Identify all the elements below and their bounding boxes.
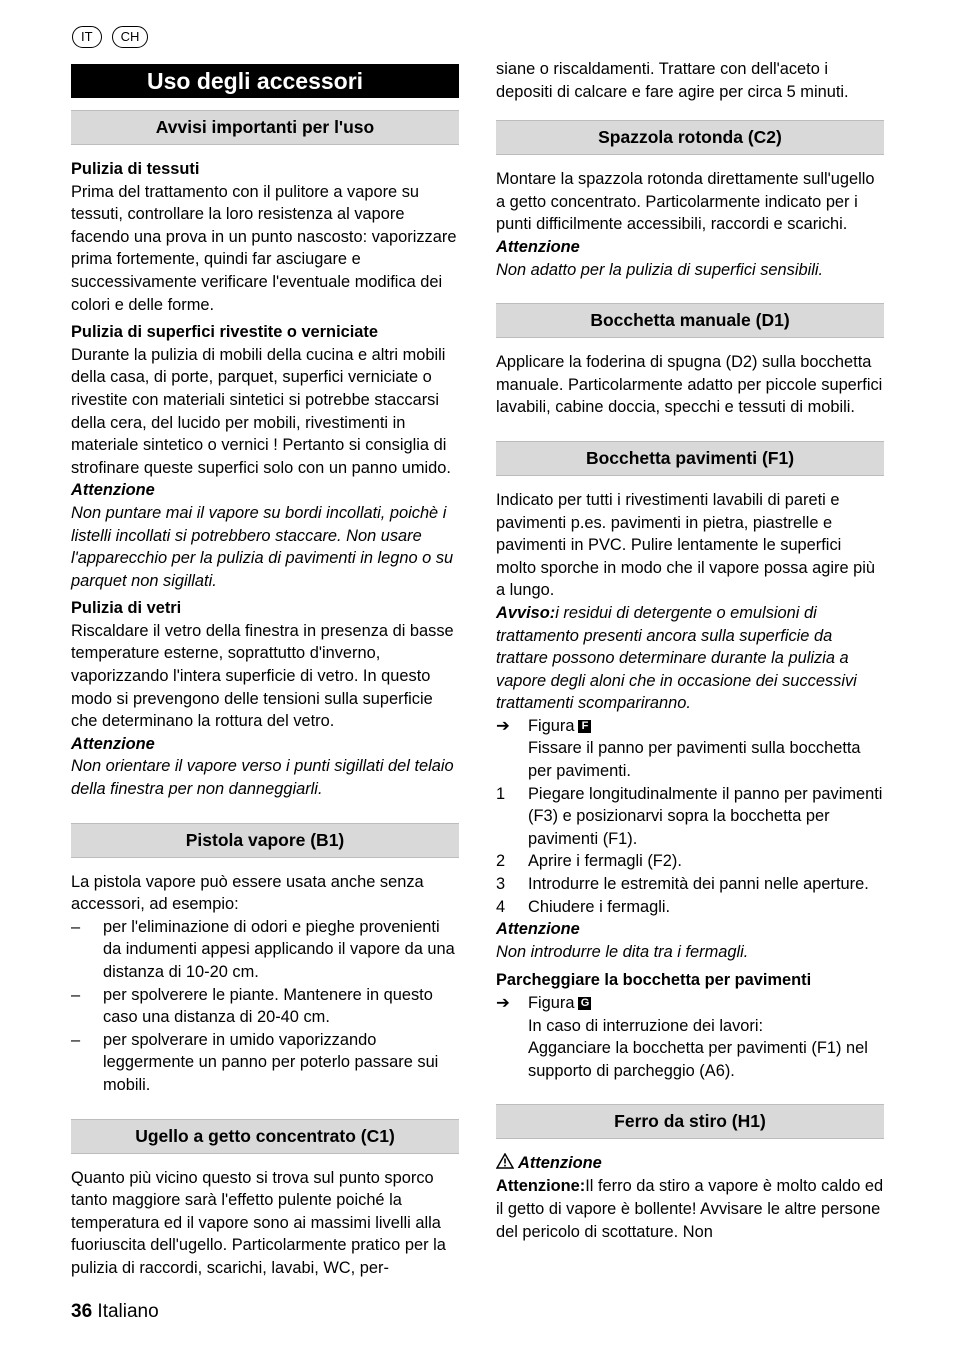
heading-superfici: Pulizia di superfici rivestite o verniciate [71,323,378,342]
left-column [71,64,459,1280]
language-badges [72,26,148,48]
warning-heading: Attenzione [496,1152,884,1175]
figure-reference-f: ➔ Figura F [496,715,884,738]
list-item: 2 Aprire i fermagli (F2). [496,852,682,871]
attention-text: Non orientare il vapore verso i punti sigillati del telaio della finestra per non danneggiarli. [71,757,454,799]
text-bocchetta-manuale: Applicare la foderina di spugna (D2) sulla bocchetta manuale. Particolarmente adatto per piccole superfici lavabili, cabine doccia, specchi e tessuti di mobili. [496,353,883,417]
badge-ch: CH [112,26,149,48]
attention-label: Attenzione [71,481,155,500]
list-item: 4 Chiudere i fermagli. [496,897,671,916]
list-item: – per spolverare in umido vaporizzando leggermente un panno per poterlo passare sui mobili. [71,1029,459,1097]
section-title-bocchetta-manuale: Bocchetta manuale (D1) [496,303,884,338]
footer-language: Italiano [97,1301,159,1322]
text-vetri: Riscaldare il vetro della finestra in presenza di basse temperature esterne, soprattutto d'inverno, vaporizzando l'intera superficie di vetro. In questo modo si prevengono delle tensioni sulla superficie che determinano la rottura del vetro. [71,621,454,731]
page-footer [71,1301,159,1323]
text-ugello: Quanto più vicino questo si trova sul punto sporco tanto maggiore sarà l'effetto pulente poiché la temperatura ed il vapore sono ai massimi livelli alla fuoriuscita dell'ugello. Particolarmente pratico per la pulizia di raccordi, scarichi, lavabi, WC, per- [71,1168,446,1277]
list-item: – per spolverere le piante. Mantenere in questo caso una distanza di 20-40 cm. [71,984,459,1029]
section-title-pistola: Pistola vapore (B1) [71,823,459,858]
text-tessuti: Prima del trattamento con il pulitore a vapore su tessuti, controllare la loro resistenza al vapore facendo una prova in un punto nascosto: vaporizzare prima fortemente, quindi far asciugare e successivamente verificare l'eventuale modifica dei colori e delle forme. [71,182,457,314]
arrow-right-icon: ➔ [496,994,510,1012]
attention-text: Non introdurre le dita tra i fermagli. [496,942,749,961]
text-pistola: La pistola vapore può essere usata anche senza accessori, ad esempio: [71,872,424,914]
steps-list [496,783,884,919]
figure-f-icon: F [578,720,591,733]
text-spazzola: Montare la spazzola rotonda direttamente sull'ugello a getto concentrato. Particolarmente indicato per i punti difficilmente accessibili, raccordi e scarichi. [496,170,875,234]
figure-g-icon: G [578,997,591,1010]
badge-it: IT [72,26,102,48]
text-continued: siane o riscaldamenti. Trattare con dell'aceto i depositi di calcare e fare agire per circa 5 minuti. [496,60,849,101]
dash-marker: – [71,1030,81,1049]
dash-marker: – [71,917,81,936]
section-title-avvisi: Avvisi importanti per l'uso [71,110,459,145]
heading-vetri: Pulizia di vetri [71,599,182,618]
section-title-bocchetta-pavimenti: Bocchetta pavimenti (F1) [496,441,884,476]
page-title: Uso degli accessori [71,64,459,98]
heading-parcheggio: Parcheggiare la bocchetta per pavimenti [496,971,812,990]
section-title-ferro: Ferro da stiro (H1) [496,1104,884,1139]
section-title-ugello: Ugello a getto concentrato (C1) [71,1119,459,1154]
dash-marker: – [71,985,81,1004]
list-item: 3 Introdurre le estremità dei panni nelle aperture. [496,875,869,894]
arrow-right-icon: ➔ [496,716,510,735]
attention-text: Non puntare mai il vapore su bordi incollati, poichè i listelli incollati si potrebbero staccare. Non usare l'apparecchio per la pulizia di pavimenti in legno o su parquet non sigillati. [71,503,454,590]
text-superfici: Durante la pulizia di mobili della cucina e altri mobili della casa, di porte, parquet, superfici verniciate o rivestite con materiali sintetici si potrebbe staccarsi della cera, del lucido per mobili, rivestimenti in materiale sintetico o vernici ! Pertanto si consiglia di strofinare queste superfici solo con un panno umido. [71,345,451,477]
list-item: – per l'eliminazione di odori e pieghe provenienti da indumenti appesi applicando il vapore da una distanza di 10-20 cm. [71,916,459,984]
section-title-spazzola: Spazzola rotonda (C2) [496,120,884,155]
warning-triangle-icon [496,1153,518,1176]
attention-label: Attenzione [71,734,155,753]
attention-text: Non adatto per la pulizia di superfici sensibili. [496,260,824,279]
attention-label: Attenzione [496,237,580,256]
avviso-note: Avviso:i residui di detergente o emulsioni di trattamento presenti ancora sulla superficie da trattare possono determinare durante la pulizia a vapore degli aloni che in occasione dei successivi trattamenti scompariranno. [496,603,857,713]
figure-f-text: Fissare il panno per pavimenti sulla bocchetta per pavimenti. [528,739,861,781]
park-text-2: Agganciare la bocchetta per pavimenti (F1) nel supporto di parcheggio (A6). [528,1039,868,1080]
figure-reference-g: ➔ Figura G [496,992,884,1015]
warning-text: Attenzione:Il ferro da stiro a vapore è molto caldo ed il getto di vapore è bollente! Avvisare le altre persone del pericolo di scottature. Non [496,1177,884,1241]
park-text-1: In caso di interruzione dei lavori: [528,1016,764,1035]
avviso-label: Avviso: [496,603,556,622]
heading-tessuti: Pulizia di tessuti [71,160,200,178]
list-item: 1 Piegare longitudinalmente il panno per pavimenti (F3) e posizionarvi sopra la bocchetta per pavimenti (F1). [496,784,883,848]
page-number: 36 [71,1301,93,1322]
right-column [496,58,884,1243]
attention-label: Attenzione [496,920,580,939]
text-bocchetta-pavimenti: Indicato per tutti i rivestimenti lavabili di pareti e pavimenti p.es. pavimenti in pietra, piastrelle e pavimenti in PVC. Pulire lentamente le superfici molto sporche in modo che il vapore possa agire più a lungo. [496,490,876,600]
